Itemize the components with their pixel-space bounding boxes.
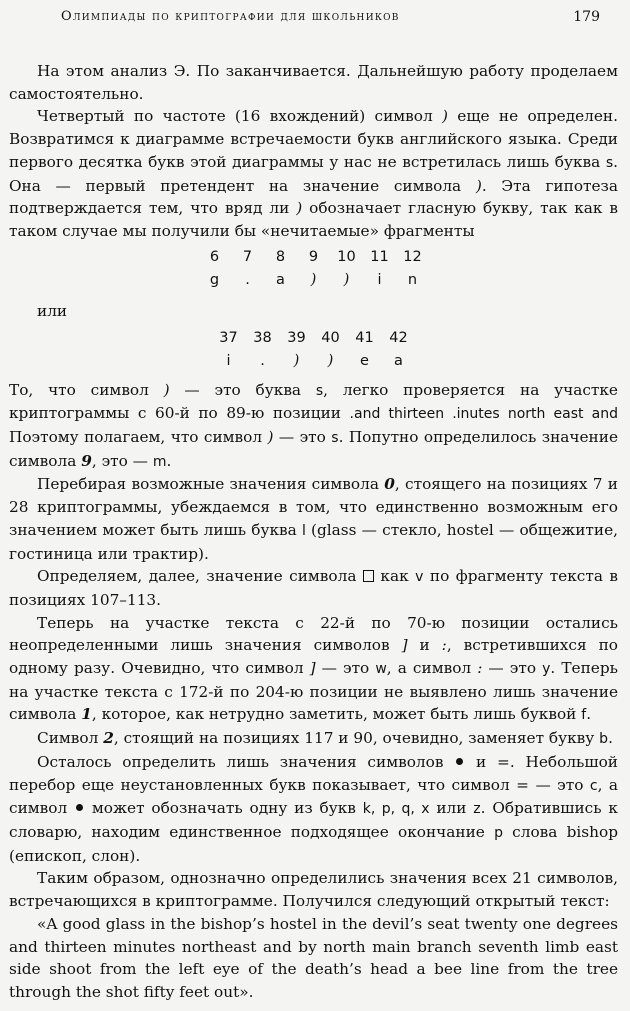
bullet-symbol-icon (76, 804, 83, 811)
symbol-cell: n (407, 271, 418, 288)
cipher-symbol: = (497, 752, 510, 771)
position-cell: 12 (403, 248, 422, 265)
symbol-cell: ) (327, 352, 334, 369)
letter: s (315, 382, 324, 399)
page-body (9, 60, 618, 1004)
position-cell: 37 (219, 329, 238, 346)
symbol-cell: a (276, 271, 285, 288)
letter: l (301, 522, 306, 539)
letter: p (494, 824, 503, 841)
paragraph-6 (9, 612, 618, 728)
p3-text-c: , легко проверяется на участке криптограммы с 60-й по 89-ю позиции (9, 380, 618, 423)
cipher-symbol: ] (401, 636, 408, 655)
paragraph-9: Таким образом, однозначно определились значения всех 21 символов, встречающихся в криптограмме. Получился следующий открытый текст: (9, 869, 618, 911)
letter: b (599, 731, 609, 748)
running-head-title: Олимпиады по криптографии для школьников (61, 9, 400, 24)
cipher-symbol: : (441, 636, 447, 655)
symbol-cell: . (245, 271, 250, 288)
paragraph-10-plaintext: «A good glass in the bishop’s hostel in the devil’s seat twenty one degrees and thirteen minutes northeast and by north main branch seventh limb east side shoot from the left eye of the death’s head a bee line from the tree through the shot fifty feet out». (9, 914, 618, 1001)
or-word: или (37, 301, 68, 320)
paragraph-1: На этом анализ Э. По заканчивается. Дальнейшую работу проделаем самостоятельно. (9, 62, 618, 103)
paragraph-5 (9, 565, 618, 611)
table-2-symbols (9, 350, 618, 373)
page-number: 179 (573, 9, 600, 25)
position-cell: 11 (370, 248, 389, 265)
p6-text-c: , встретившихся по одному разу. Очевидно, что символ (9, 636, 619, 678)
paragraph-2 (9, 105, 618, 242)
cipher-symbol: ) (475, 176, 482, 195)
letter: s (605, 154, 614, 171)
p3-text-h: . (166, 451, 172, 470)
p6-text-i: . (586, 705, 592, 724)
letter-list: k, p, q, x (362, 801, 430, 818)
symbol-cell: ) (343, 271, 350, 288)
p8-text-f: может обозначать одну из букв (85, 799, 363, 818)
p8-text-g: или (429, 799, 474, 818)
paragraph-4 (9, 473, 618, 565)
fragment-table-1 (9, 246, 618, 292)
cipher-symbol: ) (163, 380, 170, 399)
p8-text-i: слова bishop (епископ, слон). (9, 822, 618, 865)
fragment-table-2 (9, 327, 618, 373)
p8-text-e: , а символ (9, 775, 618, 818)
letter: f (581, 707, 587, 724)
position-cell: 6 (209, 248, 220, 265)
position-cell: 41 (355, 329, 374, 346)
paragraph-7 (9, 727, 618, 751)
p7-text-c: . (608, 729, 613, 748)
p7-text-a: Символ (37, 729, 104, 748)
p5-text-b: как (373, 567, 416, 586)
p8-text-h: . Обратившись к словарю, находим единственное подходящее окончание (9, 799, 618, 841)
cipher-symbol: 9 (81, 451, 92, 470)
symbol-cell: . (260, 352, 265, 369)
letter: m (152, 453, 167, 470)
letter: w (375, 661, 387, 678)
p6-text-h: , которое, как нетрудно заметить, может быть лишь буквой (91, 705, 582, 724)
position-cell: 9 (308, 248, 319, 265)
p2-text-a: Четвертый по частоте (16 вхождений) символ (37, 107, 442, 126)
p3-text-b: — это буква (169, 380, 316, 399)
p3-text-a: То, что символ (9, 380, 164, 399)
running-head (9, 6, 618, 34)
symbol-cell: e (360, 352, 369, 369)
position-cell: 39 (287, 329, 306, 346)
p8-text-a: Осталось определить лишь значения символов (37, 752, 455, 771)
p2-text-e: обозначает гласную букву, так как в таком случае мы получили бы «нечитаемые» фрагменты (9, 199, 618, 240)
position-cell: 10 (337, 248, 356, 265)
cipher-symbol: = (516, 775, 529, 794)
table-1-positions (9, 246, 618, 269)
cipher-symbol: ] (309, 659, 316, 678)
p3-text-g: , это — (91, 451, 153, 470)
square-symbol-icon (363, 570, 374, 582)
p3-text-f: . Попутно определилось значение символа (9, 428, 618, 470)
p6-text-d: — это (315, 659, 376, 678)
position-cell: 8 (275, 248, 286, 265)
p2-text-c: . Она — первый претендент на значение символа (9, 152, 618, 195)
p7-text-b: , стоящий на позициях 117 и 90, очевидно, заменяет букву (113, 729, 600, 748)
p8-text-c: . Небольшой перебор еще неустановленных букв показывает, что символ (9, 752, 618, 794)
cipher-symbol: 2 (103, 729, 114, 748)
cipher-symbol: ) (267, 428, 274, 447)
p6-text-f: — это (482, 659, 543, 678)
table-1-symbols (9, 269, 618, 292)
p8-text-d: — это (529, 775, 590, 794)
bullet-symbol-icon (456, 758, 463, 765)
p6-text-e: , а символ (386, 659, 478, 678)
p8-text-b: и (465, 752, 498, 771)
p2-text-b: еще не определен. Возвратимся к диаграмме встречаемости букв английского языка. Среди первого десятка букв этой диаграммы у нас не встретилась лишь буква (9, 107, 618, 171)
p6-text-b: и (407, 636, 442, 655)
p3-text-e: — это (273, 428, 332, 447)
table-2-positions (9, 327, 618, 350)
paragraph-3 (9, 379, 618, 474)
letter: y (542, 661, 551, 678)
decoded-fragment: .and thirteen .inutes north east and (349, 406, 618, 423)
symbol-cell: a (394, 352, 403, 369)
cipher-symbol: 1 (81, 705, 92, 724)
position-cell: 40 (321, 329, 340, 346)
symbol-cell: ) (310, 271, 317, 288)
position-cell: 38 (253, 329, 272, 346)
cipher-symbol: : (477, 659, 483, 678)
p5-text-a: Определяем, далее, значение символа (37, 567, 363, 586)
p4-text-c: (glass — стекло, hostel — общежитие, гостиница или трактир). (9, 520, 618, 563)
p5-text-c: по фрагменту текста в позициях 107–113. (9, 567, 619, 609)
position-cell: 7 (242, 248, 253, 265)
cipher-symbol: 0 (384, 475, 395, 494)
p6-text-a: Теперь на участке текста с 22-й по 70-ю позиции остались неопределенными лишь значения символов (9, 613, 618, 655)
letter: v (415, 569, 424, 586)
symbol-cell: g (209, 271, 220, 288)
symbol-cell: i (377, 271, 382, 288)
letter: c (589, 777, 598, 794)
symbol-cell: ) (293, 352, 300, 369)
p3-text-d: Поэтому полагаем, что символ (9, 428, 268, 447)
paragraph-8 (9, 751, 618, 868)
cipher-symbol: ) (442, 107, 448, 126)
p4-text-a: Перебирая возможные значения символа (37, 475, 385, 494)
p4-text-b: , стоящего на позициях 7 и 28 криптограммы, убеждаемся в том, что единственно возможным его значением может быть лишь буква (9, 475, 619, 539)
cipher-symbol: ) (296, 199, 303, 218)
p2-text-d: . Эта гипотеза подтверждается тем, что вряд ли (9, 176, 619, 218)
position-cell: 42 (389, 329, 408, 346)
p6-text-g: . Теперь на участке текста с 172-й по 204-ю позиции не выявлено лишь значение символа (9, 659, 618, 724)
letter: z (473, 801, 481, 818)
symbol-cell: i (226, 352, 231, 369)
letter: s (331, 430, 339, 447)
